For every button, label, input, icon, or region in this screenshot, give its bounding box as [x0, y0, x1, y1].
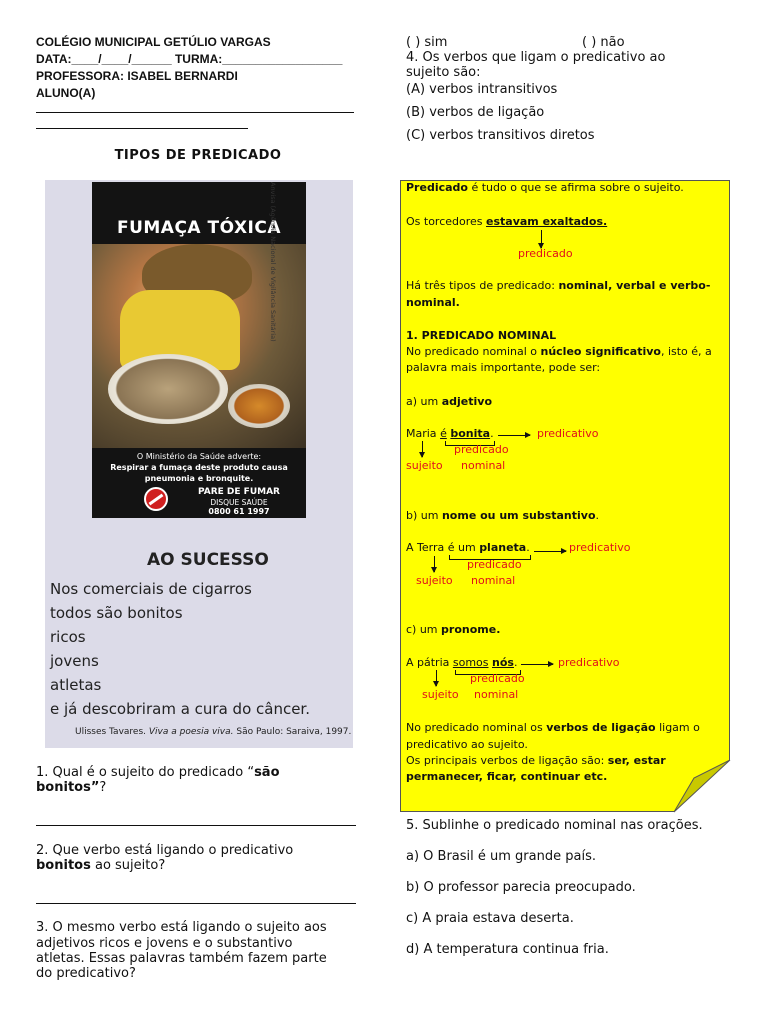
pare-de-fumar: PARE DE FUMAR	[197, 487, 280, 497]
side-credit: Anvisa (Agência Nacional de Vigilância Sanitária)	[269, 182, 277, 342]
page-curl-icon	[672, 758, 732, 814]
example-patria: A pátria somos nós.	[406, 656, 518, 669]
linking-verbs-3: Os principais verbos de ligação são: ser, estar	[406, 754, 666, 767]
sentence-d[interactable]: d) A temperatura continua fria.	[406, 942, 609, 957]
poem-line: todos são bonitos	[50, 604, 183, 622]
answer-line[interactable]	[36, 903, 356, 904]
item-b: b) um nome ou um substantivo.	[406, 509, 600, 522]
date-turma-line: DATA:____/____/______ TURMA:__________________	[36, 52, 343, 66]
answer-line[interactable]	[36, 825, 356, 826]
poem-line: atletas	[50, 676, 102, 694]
arrow-down	[436, 670, 437, 686]
disque-saude: DISQUE SAÚDE	[210, 498, 268, 507]
question-3-line: do predicativo?	[36, 966, 136, 981]
question-3-line: atletas. Essas palavras também fazem parte	[36, 951, 327, 966]
linking-verbs-4: permanecer, ficar, continuar etc.	[406, 770, 608, 783]
arrow-down	[434, 556, 435, 572]
poem-title: AO SUCESSO	[147, 550, 269, 570]
label-nominal: nominal	[471, 574, 516, 587]
question-4-line: sujeito são:	[406, 65, 481, 80]
label-predicativo: predicativo	[569, 541, 631, 554]
question-4: 4. Os verbos que ligam o predicativo ao	[406, 50, 666, 65]
label-nominal: nominal	[461, 459, 506, 472]
label-nominal: nominal	[474, 688, 519, 701]
option-b[interactable]: (B) verbos de ligação	[406, 105, 545, 120]
sentence-c[interactable]: c) A praia estava deserta.	[406, 911, 574, 926]
student-label: ALUNO(A)	[36, 86, 96, 100]
label-sujeito: sujeito	[416, 574, 453, 587]
linking-verbs-2: predicativo ao sujeito.	[406, 738, 528, 751]
cigarette-poster	[45, 180, 353, 748]
types-line: Há três tipos de predicado: nominal, verbal e verbo-	[406, 279, 711, 292]
theory-box	[400, 180, 730, 812]
question-2-cont: bonitos ao sujeito?	[36, 858, 166, 873]
label-predicado: predicado	[454, 443, 509, 456]
question-2: 2. Que verbo está ligando o predicativo	[36, 843, 294, 858]
question-1: 1. Qual é o sujeito do predicado “são	[36, 765, 280, 780]
label-sujeito: sujeito	[422, 688, 459, 701]
label-predicado: predicado	[518, 247, 573, 260]
student-blank-line	[36, 128, 248, 129]
section-text-2: palavra mais importante, pode ser:	[406, 361, 601, 374]
warning-line-3: pneumonia e bronquite.	[144, 474, 254, 483]
label-predicado: predicado	[470, 672, 525, 685]
warning-line-1: O Ministério da Saúde adverte:	[136, 452, 262, 461]
poem-line: e já descobriram a cura do câncer.	[50, 700, 310, 718]
example-maria: Maria é bonita.	[406, 427, 494, 440]
option-a[interactable]: (A) verbos intransitivos	[406, 82, 558, 97]
poem-line: Nos comerciais de cigarros	[50, 580, 252, 598]
label-sujeito: sujeito	[406, 459, 443, 472]
item-c: c) um pronome.	[406, 623, 501, 636]
item-a: a) um adjetivo	[406, 395, 493, 408]
question-3-line: adjetivos ricos e jovens e o substantivo	[36, 936, 293, 951]
arrow-right	[521, 664, 553, 665]
arrow-right	[498, 435, 530, 436]
poem-credit: Ulisses Tavares. Viva a poesia viva. São Paulo: Saraiva, 1997.	[75, 727, 352, 737]
option-sim[interactable]: ( ) sim	[406, 35, 448, 50]
sentence-b[interactable]: b) O professor parecia preocupado.	[406, 880, 636, 895]
label-predicado: predicado	[467, 558, 522, 571]
types-line-2: nominal.	[406, 296, 460, 309]
phone-number: 0800 61 1997	[208, 507, 270, 516]
example-terra: A Terra é um planeta.	[406, 541, 530, 554]
label-predicativo: predicativo	[558, 656, 620, 669]
warning-line-2: Respirar a fumaça deste produto causa	[110, 463, 288, 472]
poem-line: ricos	[50, 628, 86, 646]
example-1: Os torcedores estavam exaltados.	[406, 215, 608, 228]
linking-verbs: No predicado nominal os verbos de ligação ligam o	[406, 721, 700, 734]
school-name: COLÉGIO MUNICIPAL GETÚLIO VARGAS	[36, 35, 271, 49]
definition: Predicado é tudo o que se afirma sobre o sujeito.	[406, 181, 684, 194]
student-blank-line	[36, 112, 354, 113]
sentence-a[interactable]: a) O Brasil é um grande país.	[406, 849, 596, 864]
page-title: TIPOS DE PREDICADO	[114, 148, 282, 163]
option-nao[interactable]: ( ) não	[582, 35, 625, 50]
teacher-line: PROFESSORA: ISABEL BERNARDI	[36, 69, 238, 83]
question-1-cont: bonitos”?	[36, 780, 107, 795]
arrow-right	[534, 551, 566, 552]
question-5: 5. Sublinhe o predicado nominal nas orações.	[406, 818, 703, 833]
option-c[interactable]: (C) verbos transitivos diretos	[406, 128, 595, 143]
question-3: 3. O mesmo verbo está ligando o sujeito aos	[36, 920, 327, 935]
section-title: 1. PREDICADO NOMINAL	[406, 329, 557, 342]
section-text: No predicado nominal o núcleo significativo, isto é, a	[406, 345, 712, 358]
pack-title: FUMAÇA TÓXICA	[116, 218, 282, 238]
label-predicativo: predicativo	[537, 427, 599, 440]
arrow-down	[422, 441, 423, 457]
poem-line: jovens	[50, 652, 99, 670]
